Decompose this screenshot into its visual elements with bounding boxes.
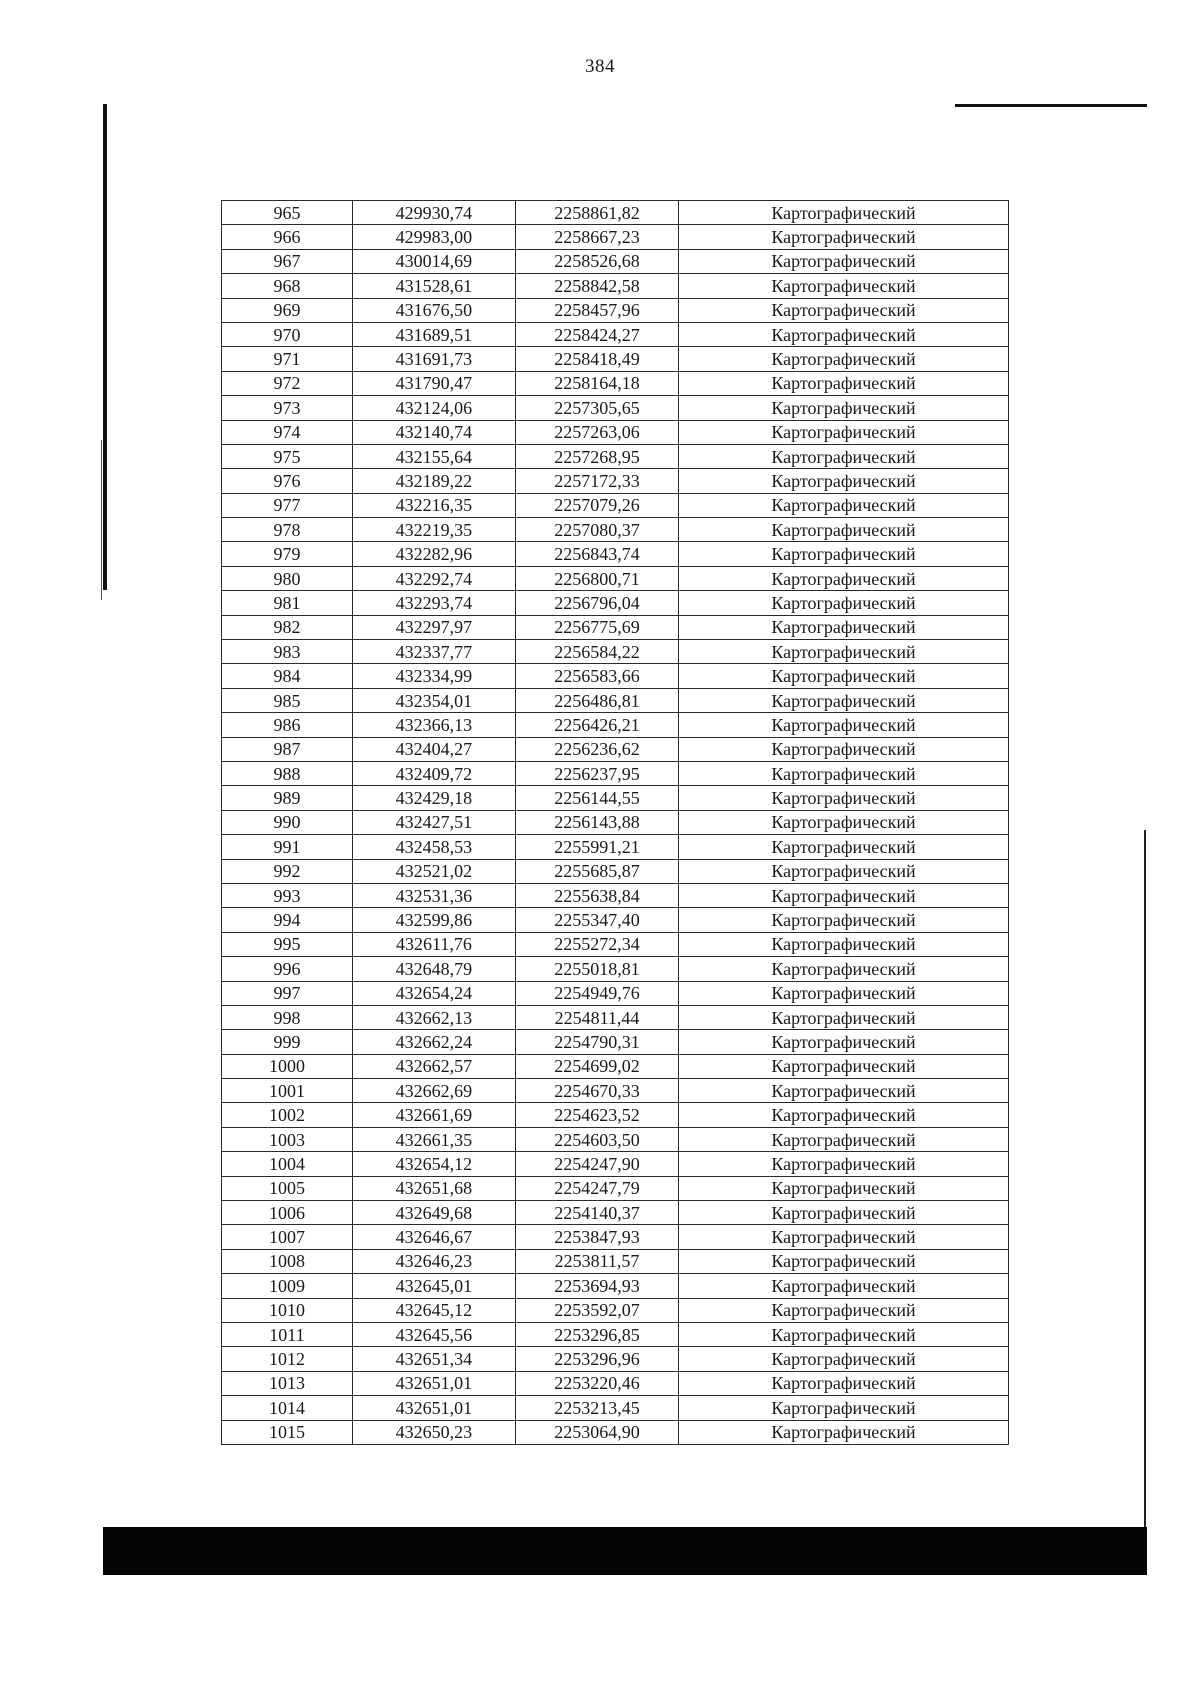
method-cell: Картографический <box>679 1298 1009 1322</box>
point-number-cell: 1014 <box>222 1396 353 1420</box>
x-coordinate-cell: 432189,22 <box>352 469 515 493</box>
table-row <box>222 664 1009 688</box>
point-number-cell: 981 <box>222 591 353 615</box>
table-row <box>222 1152 1009 1176</box>
y-coordinate-cell: 2257079,26 <box>515 493 678 517</box>
y-coordinate-cell: 2256486,81 <box>515 688 678 712</box>
point-number-cell: 968 <box>222 274 353 298</box>
x-coordinate-cell: 432599,86 <box>352 908 515 932</box>
method-cell: Картографический <box>679 1005 1009 1029</box>
method-cell: Картографический <box>679 615 1009 639</box>
x-coordinate-cell: 432297,97 <box>352 615 515 639</box>
y-coordinate-cell: 2256143,88 <box>515 810 678 834</box>
point-number-cell: 971 <box>222 347 353 371</box>
y-coordinate-cell: 2258842,58 <box>515 274 678 298</box>
point-number-cell: 969 <box>222 298 353 322</box>
x-coordinate-cell: 432458,53 <box>352 835 515 859</box>
method-cell: Картографический <box>679 518 1009 542</box>
method-cell: Картографический <box>679 249 1009 273</box>
method-cell: Картографический <box>679 957 1009 981</box>
table-row <box>222 225 1009 249</box>
x-coordinate-cell: 432409,72 <box>352 761 515 785</box>
point-number-cell: 986 <box>222 713 353 737</box>
table-row <box>222 322 1009 346</box>
point-number-cell: 1003 <box>222 1127 353 1151</box>
method-cell: Картографический <box>679 1152 1009 1176</box>
x-coordinate-cell: 432219,35 <box>352 518 515 542</box>
point-number-cell: 1004 <box>222 1152 353 1176</box>
x-coordinate-cell: 432292,74 <box>352 566 515 590</box>
x-coordinate-cell: 432649,68 <box>352 1201 515 1225</box>
x-coordinate-cell: 432429,18 <box>352 786 515 810</box>
x-coordinate-cell: 432366,13 <box>352 713 515 737</box>
table-row <box>222 957 1009 981</box>
x-coordinate-cell: 432646,67 <box>352 1225 515 1249</box>
table-row <box>222 1371 1009 1395</box>
point-number-cell: 994 <box>222 908 353 932</box>
method-cell: Картографический <box>679 1079 1009 1103</box>
y-coordinate-cell: 2254790,31 <box>515 1030 678 1054</box>
y-coordinate-cell: 2257305,65 <box>515 396 678 420</box>
y-coordinate-cell: 2253847,93 <box>515 1225 678 1249</box>
y-coordinate-cell: 2253811,57 <box>515 1249 678 1273</box>
table-row <box>222 566 1009 590</box>
method-cell: Картографический <box>679 1103 1009 1127</box>
method-cell: Картографический <box>679 542 1009 566</box>
coordinates-table <box>221 200 1009 1445</box>
y-coordinate-cell: 2257172,33 <box>515 469 678 493</box>
point-number-cell: 995 <box>222 932 353 956</box>
x-coordinate-cell: 431691,73 <box>352 347 515 371</box>
method-cell: Картографический <box>679 664 1009 688</box>
x-coordinate-cell: 432661,35 <box>352 1127 515 1151</box>
point-number-cell: 970 <box>222 322 353 346</box>
table-row <box>222 420 1009 444</box>
method-cell: Картографический <box>679 1225 1009 1249</box>
table-row <box>222 981 1009 1005</box>
table-row <box>222 859 1009 883</box>
point-number-cell: 983 <box>222 640 353 664</box>
x-coordinate-cell: 432651,34 <box>352 1347 515 1371</box>
y-coordinate-cell: 2253592,07 <box>515 1298 678 1322</box>
x-coordinate-cell: 431528,61 <box>352 274 515 298</box>
point-number-cell: 996 <box>222 957 353 981</box>
scan-artifact-line-right <box>1144 830 1146 1530</box>
table-row <box>222 932 1009 956</box>
method-cell: Картографический <box>679 932 1009 956</box>
x-coordinate-cell: 432662,24 <box>352 1030 515 1054</box>
point-number-cell: 1001 <box>222 1079 353 1103</box>
table-row <box>222 493 1009 517</box>
table-row <box>222 908 1009 932</box>
y-coordinate-cell: 2255347,40 <box>515 908 678 932</box>
y-coordinate-cell: 2253213,45 <box>515 1396 678 1420</box>
x-coordinate-cell: 432662,57 <box>352 1054 515 1078</box>
y-coordinate-cell: 2254247,79 <box>515 1176 678 1200</box>
point-number-cell: 998 <box>222 1005 353 1029</box>
method-cell: Картографический <box>679 908 1009 932</box>
method-cell: Картографический <box>679 444 1009 468</box>
point-number-cell: 1011 <box>222 1322 353 1346</box>
page-number: 384 <box>585 56 615 77</box>
method-cell: Картографический <box>679 1127 1009 1151</box>
x-coordinate-cell: 432662,69 <box>352 1079 515 1103</box>
x-coordinate-cell: 432611,76 <box>352 932 515 956</box>
table-row <box>222 347 1009 371</box>
table-row <box>222 298 1009 322</box>
y-coordinate-cell: 2255018,81 <box>515 957 678 981</box>
x-coordinate-cell: 431790,47 <box>352 371 515 395</box>
point-number-cell: 980 <box>222 566 353 590</box>
x-coordinate-cell: 432654,24 <box>352 981 515 1005</box>
table-row <box>222 713 1009 737</box>
table-row <box>222 1322 1009 1346</box>
x-coordinate-cell: 432645,01 <box>352 1274 515 1298</box>
x-coordinate-cell: 432521,02 <box>352 859 515 883</box>
x-coordinate-cell: 432282,96 <box>352 542 515 566</box>
method-cell: Картографический <box>679 835 1009 859</box>
scan-artifact-line-left-faint <box>101 440 102 600</box>
y-coordinate-cell: 2258526,68 <box>515 249 678 273</box>
method-cell: Картографический <box>679 737 1009 761</box>
table-row <box>222 737 1009 761</box>
y-coordinate-cell: 2256237,95 <box>515 761 678 785</box>
y-coordinate-cell: 2257080,37 <box>515 518 678 542</box>
table-row <box>222 1249 1009 1273</box>
method-cell: Картографический <box>679 1030 1009 1054</box>
method-cell: Картографический <box>679 810 1009 834</box>
table-row <box>222 835 1009 859</box>
method-cell: Картографический <box>679 274 1009 298</box>
x-coordinate-cell: 432662,13 <box>352 1005 515 1029</box>
method-cell: Картографический <box>679 420 1009 444</box>
x-coordinate-cell: 432650,23 <box>352 1420 515 1444</box>
y-coordinate-cell: 2256426,21 <box>515 713 678 737</box>
x-coordinate-cell: 432354,01 <box>352 688 515 712</box>
point-number-cell: 1006 <box>222 1201 353 1225</box>
method-cell: Картографический <box>679 201 1009 225</box>
point-number-cell: 991 <box>222 835 353 859</box>
method-cell: Картографический <box>679 1420 1009 1444</box>
method-cell: Картографический <box>679 396 1009 420</box>
table-row <box>222 1030 1009 1054</box>
table-row <box>222 761 1009 785</box>
y-coordinate-cell: 2256584,22 <box>515 640 678 664</box>
y-coordinate-cell: 2255991,21 <box>515 835 678 859</box>
x-coordinate-cell: 429983,00 <box>352 225 515 249</box>
x-coordinate-cell: 432124,06 <box>352 396 515 420</box>
x-coordinate-cell: 432645,56 <box>352 1322 515 1346</box>
point-number-cell: 985 <box>222 688 353 712</box>
scan-artifact-bar-bottom <box>103 1527 1147 1575</box>
point-number-cell: 992 <box>222 859 353 883</box>
method-cell: Картографический <box>679 1322 1009 1346</box>
table-row <box>222 444 1009 468</box>
method-cell: Картографический <box>679 1396 1009 1420</box>
point-number-cell: 1000 <box>222 1054 353 1078</box>
y-coordinate-cell: 2254603,50 <box>515 1127 678 1151</box>
method-cell: Картографический <box>679 322 1009 346</box>
y-coordinate-cell: 2255685,87 <box>515 859 678 883</box>
table-row <box>222 396 1009 420</box>
x-coordinate-cell: 432651,01 <box>352 1371 515 1395</box>
table-row <box>222 1225 1009 1249</box>
method-cell: Картографический <box>679 1371 1009 1395</box>
method-cell: Картографический <box>679 981 1009 1005</box>
y-coordinate-cell: 2258861,82 <box>515 201 678 225</box>
x-coordinate-cell: 432645,12 <box>352 1298 515 1322</box>
y-coordinate-cell: 2253296,85 <box>515 1322 678 1346</box>
point-number-cell: 978 <box>222 518 353 542</box>
y-coordinate-cell: 2253694,93 <box>515 1274 678 1298</box>
x-coordinate-cell: 432531,36 <box>352 883 515 907</box>
x-coordinate-cell: 432216,35 <box>352 493 515 517</box>
x-coordinate-cell: 432334,99 <box>352 664 515 688</box>
y-coordinate-cell: 2254623,52 <box>515 1103 678 1127</box>
table-row <box>222 883 1009 907</box>
table-row <box>222 201 1009 225</box>
method-cell: Картографический <box>679 566 1009 590</box>
point-number-cell: 1015 <box>222 1420 353 1444</box>
table-row <box>222 1079 1009 1103</box>
point-number-cell: 987 <box>222 737 353 761</box>
point-number-cell: 979 <box>222 542 353 566</box>
method-cell: Картографический <box>679 1274 1009 1298</box>
point-number-cell: 967 <box>222 249 353 273</box>
table-row <box>222 542 1009 566</box>
point-number-cell: 1002 <box>222 1103 353 1127</box>
y-coordinate-cell: 2254811,44 <box>515 1005 678 1029</box>
method-cell: Картографический <box>679 1347 1009 1371</box>
method-cell: Картографический <box>679 1054 1009 1078</box>
point-number-cell: 1012 <box>222 1347 353 1371</box>
table-row <box>222 688 1009 712</box>
x-coordinate-cell: 432404,27 <box>352 737 515 761</box>
y-coordinate-cell: 2258667,23 <box>515 225 678 249</box>
method-cell: Картографический <box>679 859 1009 883</box>
point-number-cell: 1010 <box>222 1298 353 1322</box>
y-coordinate-cell: 2258164,18 <box>515 371 678 395</box>
y-coordinate-cell: 2254670,33 <box>515 1079 678 1103</box>
x-coordinate-cell: 432654,12 <box>352 1152 515 1176</box>
point-number-cell: 973 <box>222 396 353 420</box>
point-number-cell: 993 <box>222 883 353 907</box>
y-coordinate-cell: 2253220,46 <box>515 1371 678 1395</box>
method-cell: Картографический <box>679 493 1009 517</box>
point-number-cell: 1008 <box>222 1249 353 1273</box>
point-number-cell: 1013 <box>222 1371 353 1395</box>
point-number-cell: 966 <box>222 225 353 249</box>
table-row <box>222 615 1009 639</box>
point-number-cell: 990 <box>222 810 353 834</box>
table-row <box>222 1127 1009 1151</box>
method-cell: Картографический <box>679 591 1009 615</box>
table-row <box>222 1176 1009 1200</box>
table-row <box>222 371 1009 395</box>
table-row <box>222 786 1009 810</box>
method-cell: Картографический <box>679 640 1009 664</box>
scan-artifact-line-top <box>955 104 1147 107</box>
coordinates-table-body <box>222 201 1009 1445</box>
y-coordinate-cell: 2257268,95 <box>515 444 678 468</box>
y-coordinate-cell: 2254247,90 <box>515 1152 678 1176</box>
y-coordinate-cell: 2258424,27 <box>515 322 678 346</box>
y-coordinate-cell: 2258418,49 <box>515 347 678 371</box>
point-number-cell: 1007 <box>222 1225 353 1249</box>
x-coordinate-cell: 432661,69 <box>352 1103 515 1127</box>
method-cell: Картографический <box>679 1249 1009 1273</box>
table-row <box>222 1201 1009 1225</box>
table-row <box>222 249 1009 273</box>
point-number-cell: 999 <box>222 1030 353 1054</box>
point-number-cell: 984 <box>222 664 353 688</box>
x-coordinate-cell: 430014,69 <box>352 249 515 273</box>
point-number-cell: 989 <box>222 786 353 810</box>
x-coordinate-cell: 432140,74 <box>352 420 515 444</box>
x-coordinate-cell: 432651,01 <box>352 1396 515 1420</box>
table-row <box>222 1005 1009 1029</box>
table-row <box>222 274 1009 298</box>
y-coordinate-cell: 2255272,34 <box>515 932 678 956</box>
scan-artifact-line-left <box>103 104 107 590</box>
method-cell: Картографический <box>679 225 1009 249</box>
y-coordinate-cell: 2256843,74 <box>515 542 678 566</box>
x-coordinate-cell: 432651,68 <box>352 1176 515 1200</box>
table-row <box>222 518 1009 542</box>
point-number-cell: 997 <box>222 981 353 1005</box>
method-cell: Картографический <box>679 1176 1009 1200</box>
table-row <box>222 1274 1009 1298</box>
x-coordinate-cell: 432648,79 <box>352 957 515 981</box>
x-coordinate-cell: 432293,74 <box>352 591 515 615</box>
method-cell: Картографический <box>679 786 1009 810</box>
x-coordinate-cell: 432155,64 <box>352 444 515 468</box>
point-number-cell: 982 <box>222 615 353 639</box>
x-coordinate-cell: 432646,23 <box>352 1249 515 1273</box>
method-cell: Картографический <box>679 298 1009 322</box>
point-number-cell: 988 <box>222 761 353 785</box>
table-row <box>222 640 1009 664</box>
x-coordinate-cell: 432427,51 <box>352 810 515 834</box>
y-coordinate-cell: 2256796,04 <box>515 591 678 615</box>
point-number-cell: 1009 <box>222 1274 353 1298</box>
point-number-cell: 1005 <box>222 1176 353 1200</box>
y-coordinate-cell: 2254949,76 <box>515 981 678 1005</box>
table-row <box>222 1103 1009 1127</box>
point-number-cell: 976 <box>222 469 353 493</box>
method-cell: Картографический <box>679 1201 1009 1225</box>
y-coordinate-cell: 2254699,02 <box>515 1054 678 1078</box>
x-coordinate-cell: 431676,50 <box>352 298 515 322</box>
x-coordinate-cell: 432337,77 <box>352 640 515 664</box>
method-cell: Картографический <box>679 713 1009 737</box>
method-cell: Картографический <box>679 347 1009 371</box>
y-coordinate-cell: 2256800,71 <box>515 566 678 590</box>
y-coordinate-cell: 2254140,37 <box>515 1201 678 1225</box>
y-coordinate-cell: 2256775,69 <box>515 615 678 639</box>
table-row <box>222 1298 1009 1322</box>
table-row <box>222 1054 1009 1078</box>
y-coordinate-cell: 2256144,55 <box>515 786 678 810</box>
x-coordinate-cell: 429930,74 <box>352 201 515 225</box>
method-cell: Картографический <box>679 883 1009 907</box>
table-row <box>222 1396 1009 1420</box>
table-row <box>222 1347 1009 1371</box>
y-coordinate-cell: 2256236,62 <box>515 737 678 761</box>
method-cell: Картографический <box>679 371 1009 395</box>
table-row <box>222 591 1009 615</box>
table-row <box>222 469 1009 493</box>
y-coordinate-cell: 2257263,06 <box>515 420 678 444</box>
y-coordinate-cell: 2255638,84 <box>515 883 678 907</box>
point-number-cell: 974 <box>222 420 353 444</box>
y-coordinate-cell: 2253064,90 <box>515 1420 678 1444</box>
y-coordinate-cell: 2253296,96 <box>515 1347 678 1371</box>
point-number-cell: 965 <box>222 201 353 225</box>
x-coordinate-cell: 431689,51 <box>352 322 515 346</box>
y-coordinate-cell: 2256583,66 <box>515 664 678 688</box>
point-number-cell: 975 <box>222 444 353 468</box>
y-coordinate-cell: 2258457,96 <box>515 298 678 322</box>
method-cell: Картографический <box>679 688 1009 712</box>
point-number-cell: 972 <box>222 371 353 395</box>
method-cell: Картографический <box>679 761 1009 785</box>
table-row <box>222 810 1009 834</box>
method-cell: Картографический <box>679 469 1009 493</box>
table-row <box>222 1420 1009 1444</box>
point-number-cell: 977 <box>222 493 353 517</box>
